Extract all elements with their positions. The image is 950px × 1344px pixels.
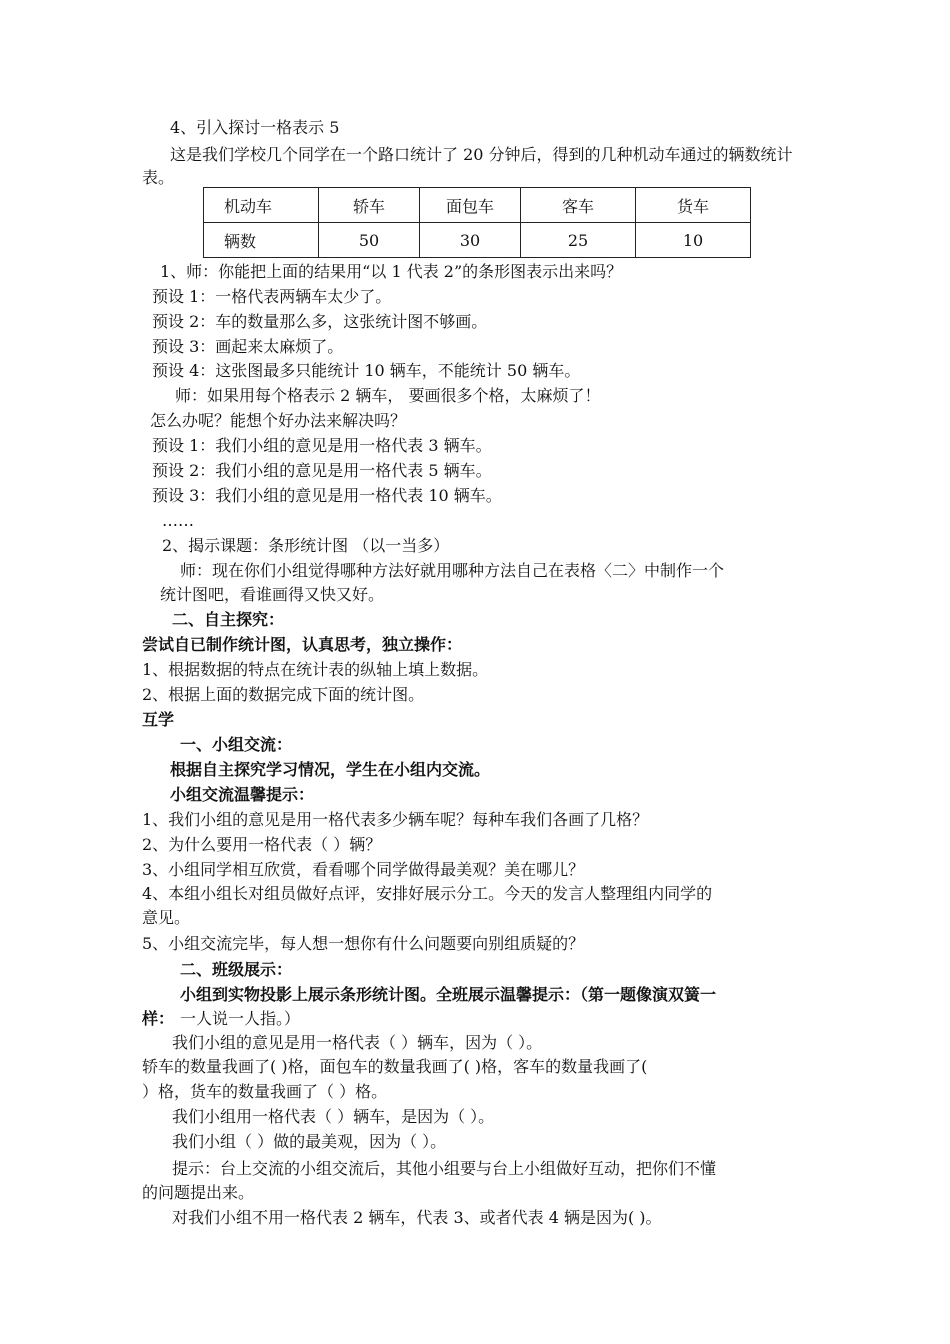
section-heading: 二、班级展示： xyxy=(180,960,293,979)
table-cell: 10 xyxy=(636,223,751,258)
table-cell: 机动车 xyxy=(204,188,319,223)
text-line: 1、我们小组的意见是用一格代表多少辆车呢？每种车我们各画了几格？ xyxy=(142,810,649,829)
table-cell: 50 xyxy=(319,223,420,258)
table-cell: 30 xyxy=(420,223,521,258)
vehicle-count-table xyxy=(203,187,751,258)
table-cell: 面包车 xyxy=(420,188,521,223)
text-line: 2、揭示课题：条形统计图 （以一当多） xyxy=(162,536,450,555)
text-line: 意见。 xyxy=(142,908,191,927)
fill-in-line: 我们小组（ ）做的最美观，因为（ ）。 xyxy=(172,1132,447,1151)
text-line: 5、小组交流完毕，每人想一想你有什么问题要向别组质疑的？ xyxy=(142,934,585,953)
section-heading: 小组到实物投影上展示条形统计图。全班展示温馨提示：（第一题像演双簧一 xyxy=(180,985,717,1004)
fill-in-line: 对我们小组不用一格代表 2 辆车，代表 3、或者代表 4 辆是因为( )。 xyxy=(172,1208,662,1227)
text-line: 3、小组同学相互欣赏，看看哪个同学做得最美观？美在哪儿？ xyxy=(142,860,585,879)
text-line: 4、本组小组长对组员做好点评，安排好展示分工。今天的发言人整理组内同学的 xyxy=(142,884,713,903)
text-line: 预设 3：画起来太麻烦了。 xyxy=(152,337,344,356)
table-cell: 货车 xyxy=(636,188,751,223)
text-line: 预设 2：我们小组的意见是用一格代表 5 辆车。 xyxy=(152,461,492,480)
text-line: 预设 2：车的数量那么多，这张统计图不够画。 xyxy=(152,312,488,331)
fill-in-line: 轿车的数量我画了( )格，面包车的数量我画了( )格，客车的数量我画了( xyxy=(142,1057,648,1076)
section-heading: 一、小组交流： xyxy=(180,735,293,754)
text-line: 师：现在你们小组觉得哪种方法好就用哪种方法自己在表格〈二〉中制作一个 xyxy=(180,561,725,580)
section-heading: 小组交流温馨提示： xyxy=(170,785,315,804)
text-line: 预设 3：我们小组的意见是用一格代表 10 辆车。 xyxy=(152,486,502,505)
text-line: 1、根据数据的特点在统计表的纵轴上填上数据。 xyxy=(142,660,489,679)
text-line: 预设 4：这张图最多只能统计 10 辆车，不能统计 50 辆车。 xyxy=(152,361,581,380)
text-line: 预设 1：一格代表两辆车太少了。 xyxy=(152,287,392,306)
text-line: 的问题提出来。 xyxy=(142,1183,255,1202)
table-cell: 轿车 xyxy=(319,188,420,223)
text-line: 预设 1：我们小组的意见是用一格代表 3 辆车。 xyxy=(152,436,492,455)
text-line: 提示：台上交流的小组交流后，其他小组要与台上小组做好互动，把你们不懂 xyxy=(172,1159,717,1178)
section-heading: 根据自主探究学习情况，学生在小组内交流。 xyxy=(170,760,491,779)
text-line: 2、为什么要用一格代表（ ）辆？ xyxy=(142,835,382,854)
intro-text-cont: 表。 xyxy=(142,168,175,187)
text-line: 2、根据上面的数据完成下面的统计图。 xyxy=(142,685,425,704)
text-line: 1、师：你能把上面的结果用“以 1 代表 2”的条形图表示出来吗？ xyxy=(160,262,623,281)
text-line: 统计图吧，看谁画得又快又好。 xyxy=(160,585,385,604)
table-cell: 客车 xyxy=(521,188,636,223)
intro-text: 这是我们学校几个同学在一个路口统计了 20 分钟后，得到的几种机动车通过的辆数统计 xyxy=(170,145,793,164)
section-heading: 样： xyxy=(142,1009,175,1028)
table-header-row xyxy=(204,188,751,223)
section-heading: 4、引入探讨一格表示 5 xyxy=(170,118,340,137)
section-heading: 尝试自已制作统计图，认真思考，独立操作： xyxy=(142,635,463,654)
text-line: 师：如果用每个格表示 2 辆车， 要画很多个格，太麻烦了！ xyxy=(175,386,601,405)
table-cell: 辆数 xyxy=(204,223,319,258)
text-line: 一人说一人指。） xyxy=(180,1009,301,1028)
fill-in-line: 我们小组用一格代表（ ）辆车，是因为（ ）。 xyxy=(172,1107,495,1126)
fill-in-line: 我们小组的意见是用一格代表（ ）辆车，因为（ ）。 xyxy=(172,1033,543,1052)
table-cell: 25 xyxy=(521,223,636,258)
section-heading: 二、自主探究： xyxy=(172,610,285,629)
fill-in-line: ）格，货车的数量我画了（ ）格。 xyxy=(142,1082,388,1101)
text-line: 怎么办呢？能想个好办法来解决吗？ xyxy=(150,411,407,430)
text-line: …… xyxy=(162,511,194,530)
section-heading: 互学 xyxy=(142,710,175,729)
table-row xyxy=(204,223,751,258)
